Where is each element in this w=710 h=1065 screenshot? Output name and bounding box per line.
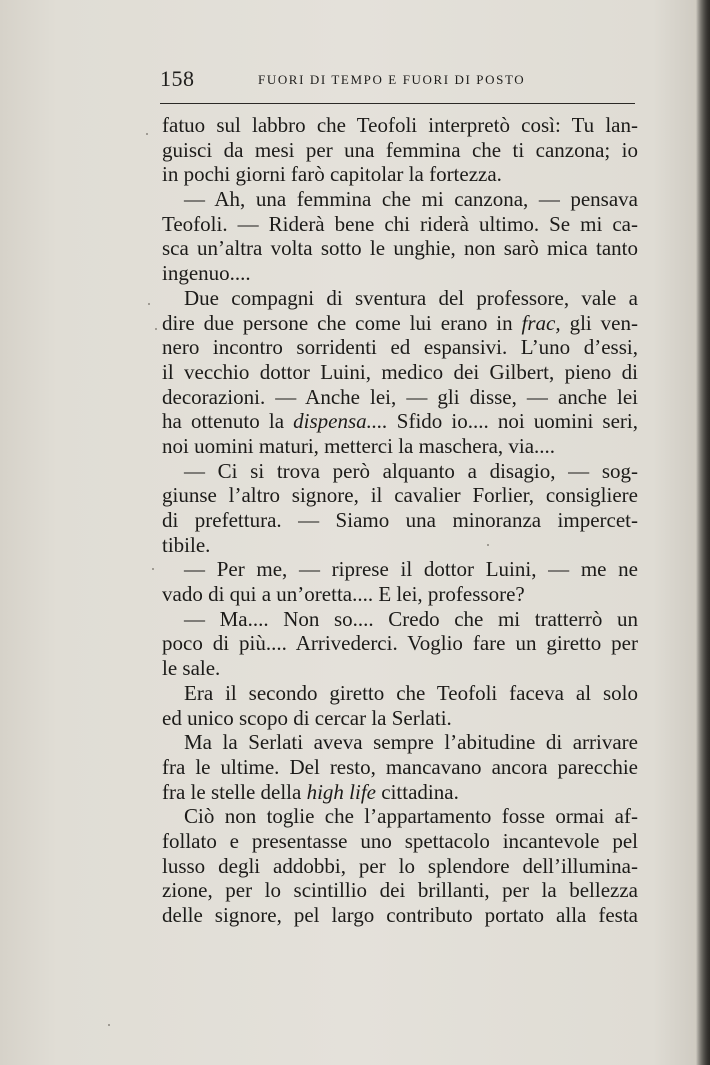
text-line: [162, 656, 638, 681]
text-line: [162, 681, 638, 706]
text-line: [162, 878, 638, 903]
text-line: [162, 434, 638, 459]
text-run: fra le stelle della: [162, 779, 307, 804]
text-line: [162, 459, 638, 484]
text-run: guisci da mesi per una femmina che ti canzona; io: [162, 137, 638, 162]
text-line: [162, 706, 638, 731]
text-run: cittadina.: [376, 779, 459, 804]
text-line: [162, 508, 638, 533]
body-text: [162, 113, 638, 928]
text-run: in pochi giorni farò capitolar la fortezza.: [162, 162, 502, 187]
text-run: le sale.: [162, 656, 221, 681]
text-line: [162, 335, 638, 360]
text-line: [162, 631, 638, 656]
text-run: follato e presentasse uno spettacolo incantevole pel: [162, 828, 638, 853]
running-title: FUORI DI TEMPO E FUORI DI POSTO: [258, 72, 526, 87]
text-line: [162, 829, 638, 854]
page-header: [160, 66, 635, 96]
ink-speck: [148, 303, 150, 305]
text-run: Teofoli. — Riderà bene chi riderà ultimo. Se mi ca-: [162, 211, 638, 236]
text-line: [162, 854, 638, 879]
text-run: gli ven-: [560, 310, 638, 335]
text-run: dire due persone che come lui erano in: [162, 310, 522, 335]
text-line: [162, 187, 638, 212]
page-edge-shadow: [696, 0, 710, 1065]
ink-speck: [146, 133, 148, 135]
text-line: [162, 483, 638, 508]
text-run: fra le ultime. Del resto, mancavano ancora parecchie: [162, 754, 638, 779]
text-run: delle signore, pel largo contributo portato alla festa: [162, 903, 638, 927]
text-line: [162, 607, 638, 632]
text-line: [162, 730, 638, 755]
ink-speck: [108, 1024, 110, 1026]
text-run: lusso degli addobbi, per lo splendore dell’illumina-: [162, 853, 638, 878]
header-rule: [160, 103, 635, 104]
text-line: [162, 533, 638, 558]
ink-speck: [152, 568, 154, 570]
text-line: [162, 311, 638, 336]
text-run: il vecchio dottor Luini, medico dei Gilbert, pieno di: [162, 359, 638, 384]
text-run: zione, per lo scintillio dei brillanti, per la bellezza: [162, 878, 638, 903]
text-line: [162, 360, 638, 385]
text-run: Due compagni di sventura del professore, vale a: [184, 285, 638, 310]
text-line: [162, 286, 638, 311]
text-line: [162, 385, 638, 410]
ink-speck: [155, 328, 157, 330]
text-line: [162, 903, 638, 928]
text-run: sca un’altra volta sotto le unghie, non sarò mica tanto: [162, 236, 638, 261]
text-line: [162, 138, 638, 163]
text-line: [162, 780, 638, 805]
text-run: tibile.: [162, 532, 211, 557]
text-line: [162, 261, 638, 286]
text-run: fatuo sul labbro che Teofoli interpretò così: Tu lan-: [162, 113, 638, 137]
text-run: Ciò non toglie che l’appartamento fosse ormai af-: [184, 804, 638, 829]
ink-speck: [487, 544, 489, 546]
text-line: [162, 113, 638, 138]
text-run: ed unico scopo di cercar la Serlati.: [162, 705, 452, 730]
text-run: ingenuo....: [162, 261, 251, 286]
text-run: — Ma.... Non so.... Credo che mi tratterrò un: [184, 606, 638, 631]
text-run: — Ci si trova però alquanto a disagio, — sog-: [184, 458, 638, 483]
text-line: [162, 755, 638, 780]
text-run: decorazioni. — Anche lei, — gli disse, — anche lei: [162, 384, 638, 409]
text-run: — Per me, — riprese il dottor Luini, — me ne: [184, 557, 638, 582]
page-number: 158: [160, 66, 195, 91]
text-line: [162, 804, 638, 829]
text-line: [162, 212, 638, 237]
text-run: Era il secondo giretto che Teofoli faceva al solo: [184, 680, 638, 705]
text-run: ha ottenuto la: [162, 409, 294, 434]
text-run: Sfido io.... noi uomini seri,: [387, 409, 638, 434]
text-run: nero incontro sorridenti ed espansivi. L’uno d’essi,: [162, 335, 638, 360]
text-run: noi uomini maturi, metterci la maschera, via....: [162, 433, 556, 458]
italic-phrase: dispensa....: [293, 409, 388, 434]
text-run: Ma la Serlati aveva sempre l’abitudine di arrivare: [184, 730, 638, 755]
text-line: [162, 582, 638, 607]
text-line: [162, 162, 638, 187]
italic-phrase: high life: [306, 779, 377, 804]
text-run: vado di qui a un’oretta.... E lei, professore?: [162, 582, 525, 607]
text-line: [162, 409, 638, 434]
text-run: poco di più.... Arrivederci. Voglio fare un giretto per: [162, 631, 638, 656]
text-line: [162, 236, 638, 261]
italic-phrase: frac,: [521, 310, 561, 335]
text-line: [162, 557, 638, 582]
text-run: giunse l’altro signore, il cavalier Forlier, consigliere: [162, 483, 638, 508]
text-run: — Ah, una femmina che mi canzona, — pensava: [184, 187, 638, 212]
text-run: di prefettura. — Siamo una minoranza impercet-: [162, 508, 638, 532]
